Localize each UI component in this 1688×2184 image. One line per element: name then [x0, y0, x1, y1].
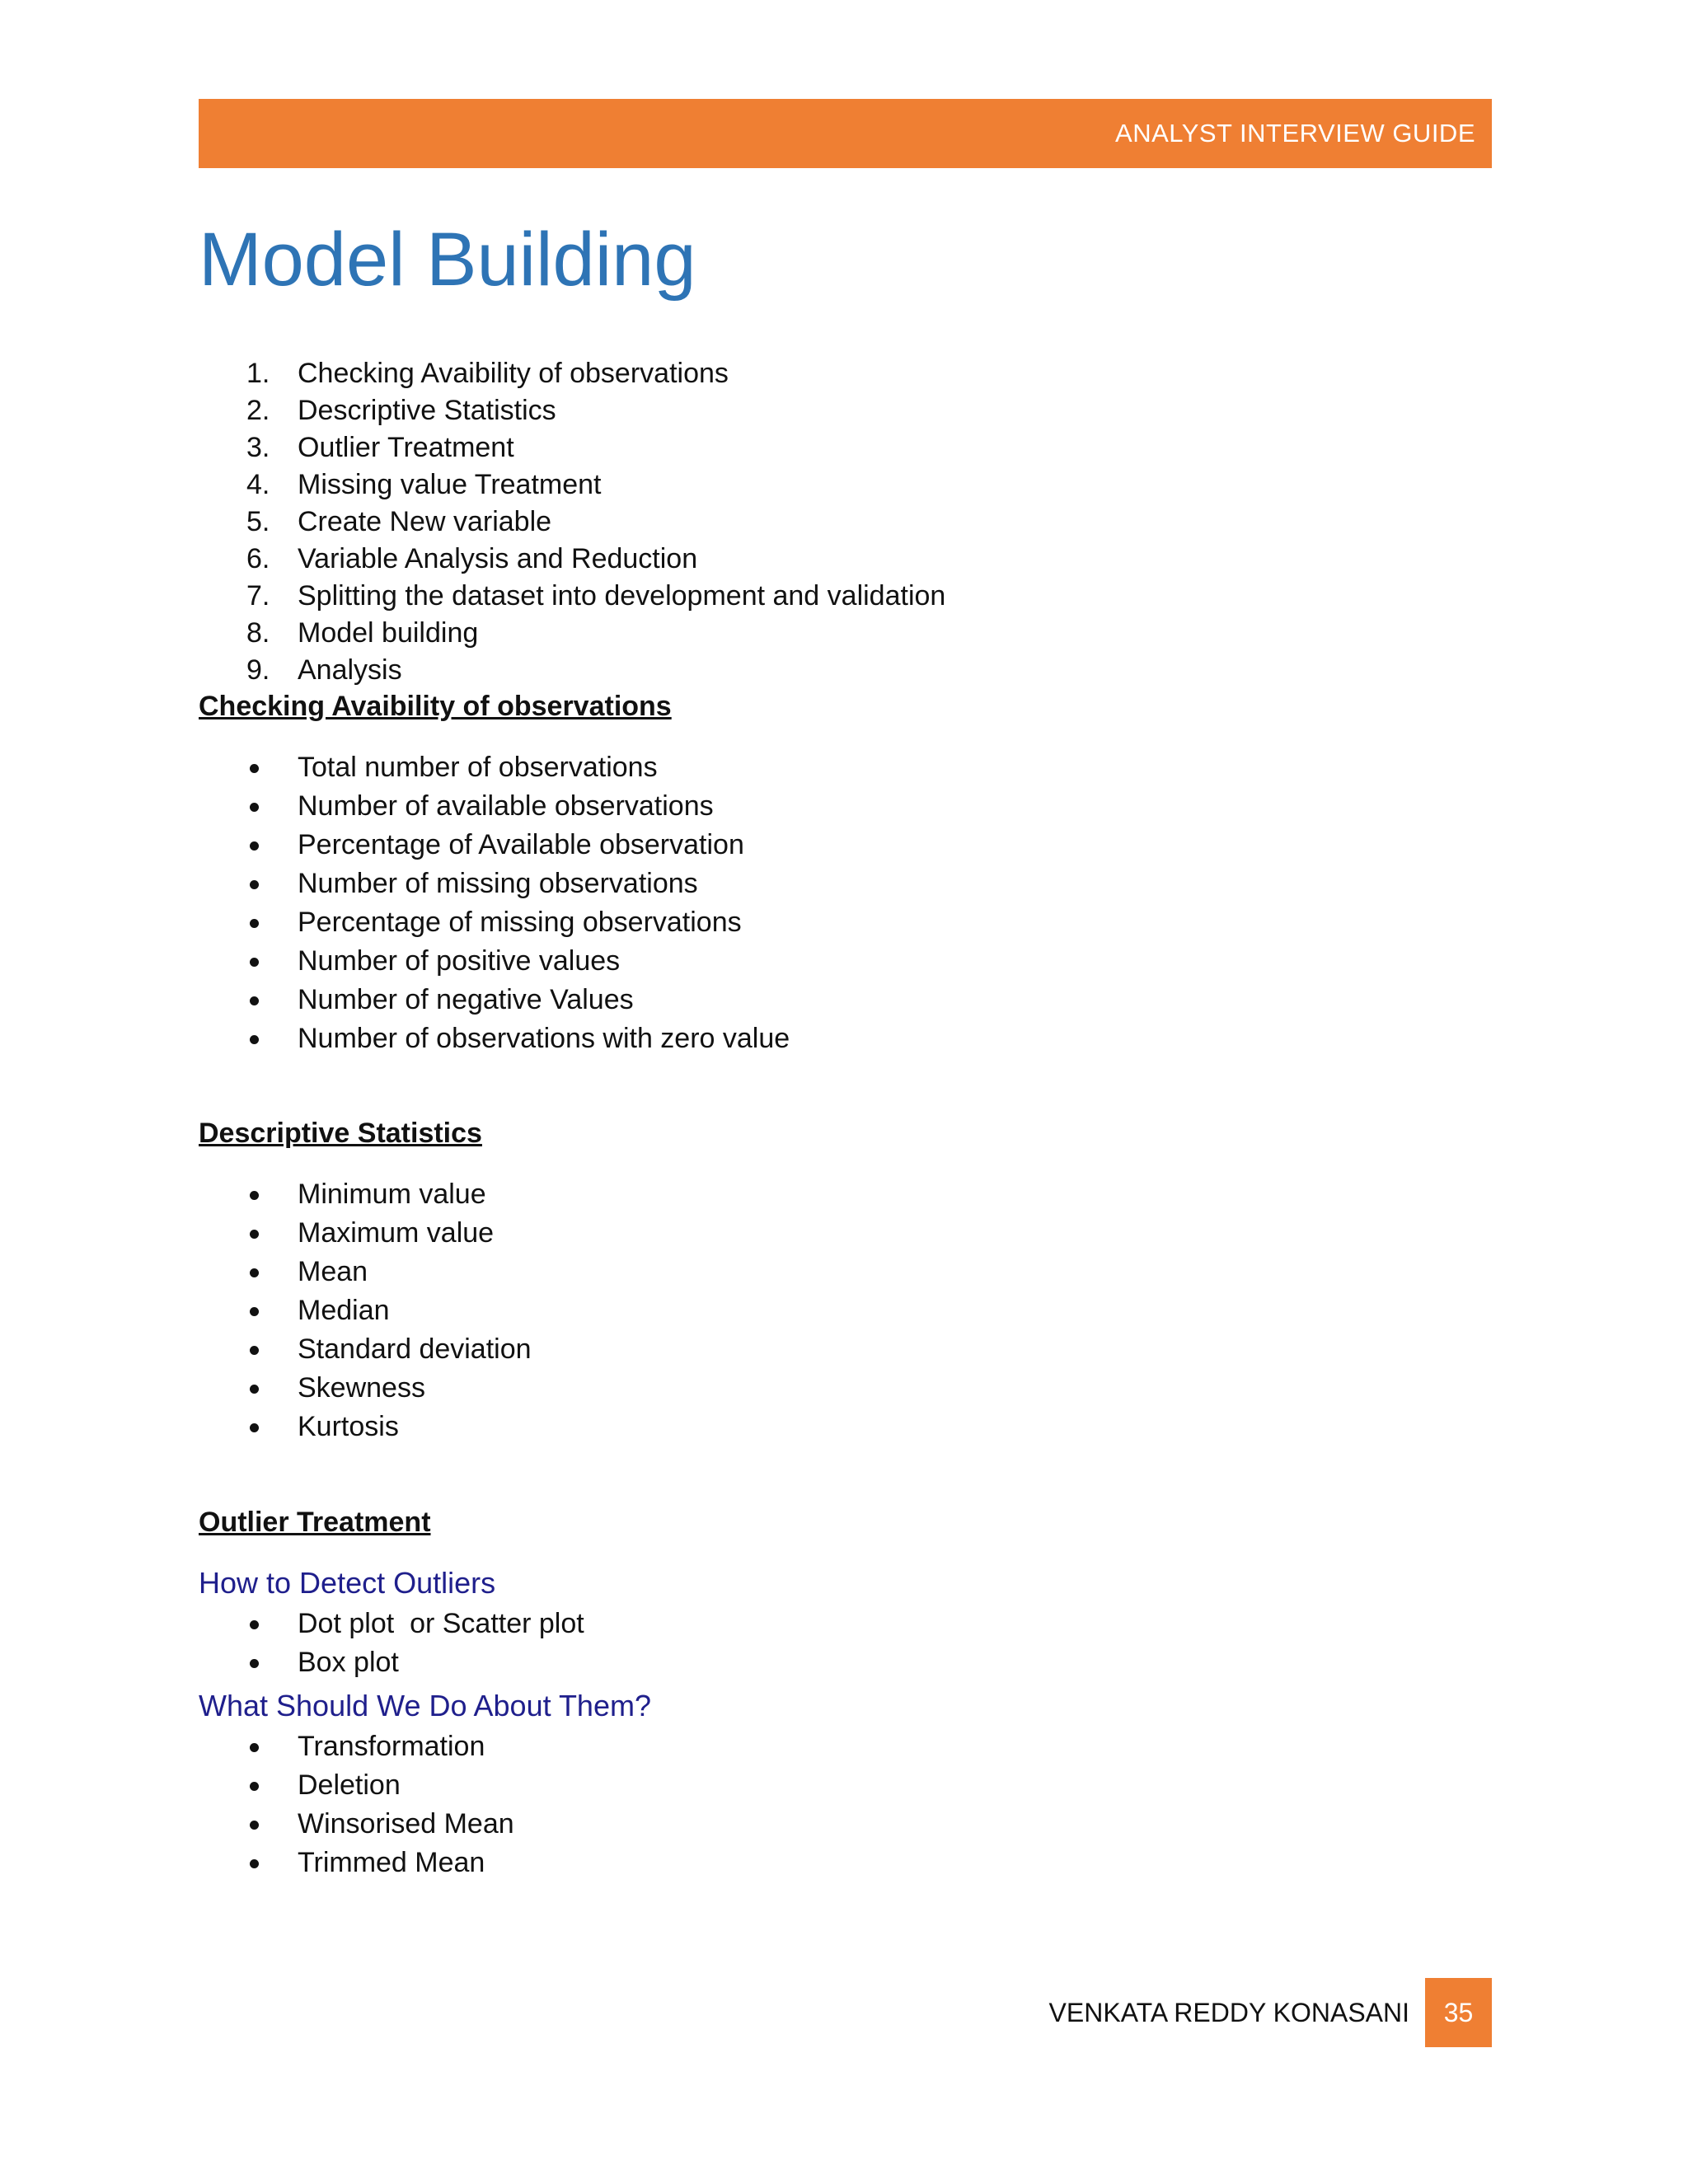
- list-item-label: Number of observations with zero value: [298, 1023, 790, 1054]
- list-number: 6.: [246, 543, 270, 574]
- list-item-label: Mean: [298, 1256, 368, 1287]
- list-item-label: Percentage of Available observation: [298, 829, 744, 860]
- list-item-label: Transformation: [298, 1731, 485, 1762]
- list-item-label: Number of negative Values: [298, 984, 634, 1015]
- list-number: 7.: [246, 580, 270, 612]
- list-item-label: Number of positive values: [298, 945, 621, 977]
- header-bar: [199, 99, 1492, 168]
- list-item-label: Skewness: [298, 1372, 425, 1404]
- list-item-label: Descriptive Statistics: [298, 395, 556, 426]
- list-item-label: Standard deviation: [298, 1333, 532, 1365]
- list-item-label: Dot plot or Scatter plot: [298, 1608, 584, 1639]
- list-item-label: Winsorised Mean: [298, 1808, 514, 1840]
- list-number: 3.: [246, 432, 270, 463]
- list-item-label: Outlier Treatment: [298, 432, 514, 463]
- list-item-label: Kurtosis: [298, 1411, 399, 1442]
- list-item-label: Maximum value: [298, 1217, 495, 1249]
- list-item-label: Minimum value: [298, 1179, 486, 1210]
- section-heading-descriptive: Descriptive Statistics: [199, 1118, 482, 1149]
- list-item-label: Total number of observations: [298, 752, 658, 783]
- page-title: Model Building: [199, 218, 696, 302]
- list-item-label: Number of missing observations: [298, 868, 698, 899]
- list-item-label: Analysis: [298, 654, 402, 686]
- list-item-label: Trimmed Mean: [298, 1847, 485, 1878]
- list-item-label: Create New variable: [298, 506, 552, 537]
- subheading-detect-outliers: How to Detect Outliers: [199, 1566, 496, 1600]
- list-item-label: Box plot: [298, 1647, 399, 1678]
- header-title: ANALYST INTERVIEW GUIDE: [1115, 119, 1475, 148]
- list-item-label: Model building: [298, 617, 479, 649]
- list-item-label: Median: [298, 1295, 390, 1326]
- list-number: 8.: [246, 617, 270, 649]
- list-item-label: Number of available observations: [298, 790, 714, 822]
- list-item-label: Checking Avaibility of observations: [298, 358, 729, 389]
- list-number: 2.: [246, 395, 270, 426]
- list-number: 9.: [246, 654, 270, 686]
- list-number: 1.: [246, 358, 270, 389]
- list-item-label: Splitting the dataset into development and validation: [298, 580, 946, 612]
- page-number-badge: 35: [1425, 1978, 1492, 2047]
- list-number: 5.: [246, 506, 270, 537]
- list-number: 4.: [246, 469, 270, 500]
- list-item-label: Variable Analysis and Reduction: [298, 543, 698, 574]
- footer-author: VENKATA REDDY KONASANI: [1048, 1998, 1409, 2027]
- list-item-label: Percentage of missing observations: [298, 907, 742, 938]
- list-item-label: Deletion: [298, 1769, 401, 1801]
- subheading-what-to-do: What Should We Do About Them?: [199, 1689, 651, 1722]
- list-item-label: Missing value Treatment: [298, 469, 602, 500]
- section-heading-availability: Checking Avaibility of observations: [199, 691, 672, 722]
- section-heading-outlier: Outlier Treatment: [199, 1507, 431, 1538]
